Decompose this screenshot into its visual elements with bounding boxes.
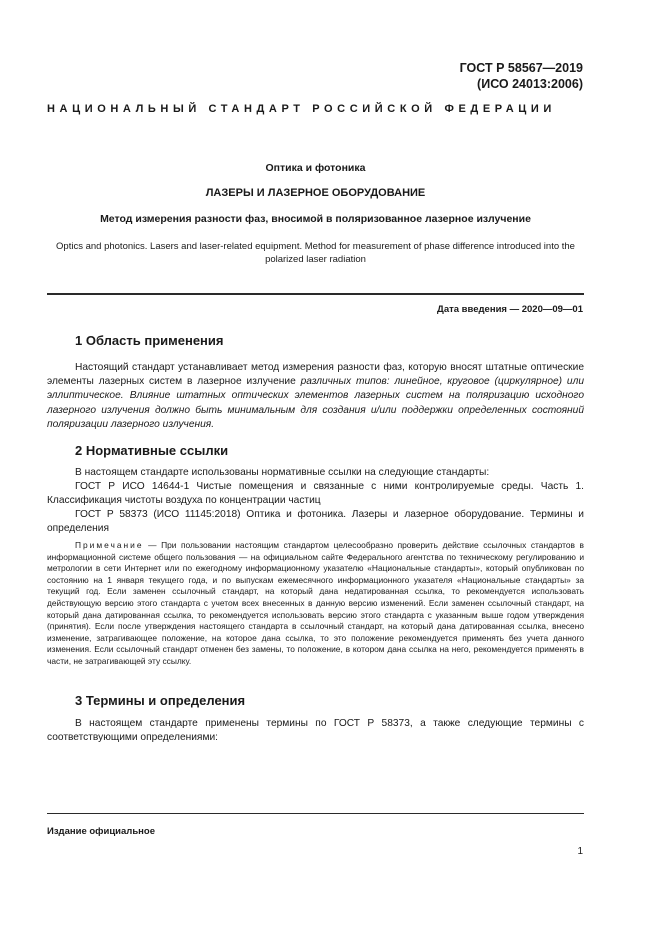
gost-number: ГОСТ Р 58567—2019 <box>459 61 583 75</box>
section-2-note <box>47 540 584 668</box>
reference-1 <box>47 480 584 508</box>
national-standard-banner: НАЦИОНАЛЬНЫЙ СТАНДАРТ РОССИЙСКОЙ ФЕДЕРАЦИИ <box>47 103 556 115</box>
section-3-text-content: В настоящем стандарте применены термины по ГОСТ Р 58373, а также следующие термины с соответствующими определениями: <box>47 718 584 744</box>
note-label: Примечание <box>75 540 144 550</box>
page-number: 1 <box>577 846 583 857</box>
section-3-heading: 3 Термины и определения <box>75 693 246 708</box>
section-1-text <box>47 361 584 432</box>
section-2-intro <box>47 466 584 480</box>
standard-title: ЛАЗЕРЫ И ЛАЗЕРНОЕ ОБОРУДОВАНИЕ <box>205 187 426 199</box>
introduction-date: Дата введения — 2020—09—01 <box>437 304 583 315</box>
standard-category: Оптика и фотоника <box>265 162 366 174</box>
section-3-text <box>47 717 584 745</box>
title-divider <box>47 293 584 295</box>
reference-1-text: ГОСТ Р ИСО 14644-1 Чистые помещения и связанные с ними контролируемые среды. Часть 1. Классификация чистоты воздуха по концентрации частиц <box>47 481 584 507</box>
footer-divider <box>47 813 584 814</box>
note-text: — При пользовании настоящим стандартом целесообразно проверить действие ссылочных стандартов в информационной системе общего пользования — на официальном сайте Федерального агентства по техническому регулированию и метрологии в сети Интернет или по ежегодному информационному указателю «Национальные стандарты», который опубликован по состоянию на 1 января текущего года, и по выпускам ежемесячного информационного указателя «Национальные стандарты» за текущий год. Если заменен ссылочный стандарт, на который дана недатированная ссылка, то рекомендуется использовать действующую версию этого стандарта с учетом всех внесенных в данную версию изменений. Если заменен ссылочный стандарт, на который дана датированная ссылка, то рекомендуется использовать версию этого стандарта с указанным выше годом утверждения (принятия). Если после утверждения настоящего стандарта в ссылочный стандарт, на который дана датированная ссылка, внесено изменение, затрагивающее положение, на которое дана ссылка, то это положение рекомендуется применять без учета данного изменения. Если ссылочный стандарт отменен без замены, то положение, в котором дана ссылка на него, рекомендуется применять в части, не затрагивающей эту ссылку. <box>47 540 584 666</box>
reference-2-text: ГОСТ Р 58373 (ИСО 11145:2018) Оптика и фотоника. Лазеры и лазерное оборудование. Термины и определения <box>47 509 584 535</box>
section-1-heading: 1 Область применения <box>75 333 224 348</box>
section-2-intro-text: В настоящем стандарте использованы нормативные ссылки на следующие стандарты: <box>75 467 490 478</box>
reference-2 <box>47 508 584 536</box>
official-edition-label: Издание официальное <box>47 826 155 837</box>
section-1-text-italic: различных типов: линейное, круговое (циркулярное) или эллиптическое. Влияние штатных оптических элементов лазерных систем на поляризацию исходного лазерного излучения должно быть минимальным для создания и/или поддержки определенных состояний поляризации лазерного излучения. <box>47 376 585 430</box>
section-2-heading: 2 Нормативные ссылки <box>75 443 229 458</box>
english-title: Optics and photonics. Lasers and laser-related equipment. Method for measurement of phase difference introduced into the polarized laser radiation <box>56 241 575 265</box>
standard-subtitle: Метод измерения разности фаз, вносимой в поляризованное лазерное излучение <box>100 213 531 225</box>
iso-number: (ИСО 24013:2006) <box>477 77 583 91</box>
section-1-text-normal: Настоящий стандарт устанавливает метод измерения разности фаз, которую вносят штатные оптические элементы лазерных систем в лазерное излучение <box>47 362 584 388</box>
